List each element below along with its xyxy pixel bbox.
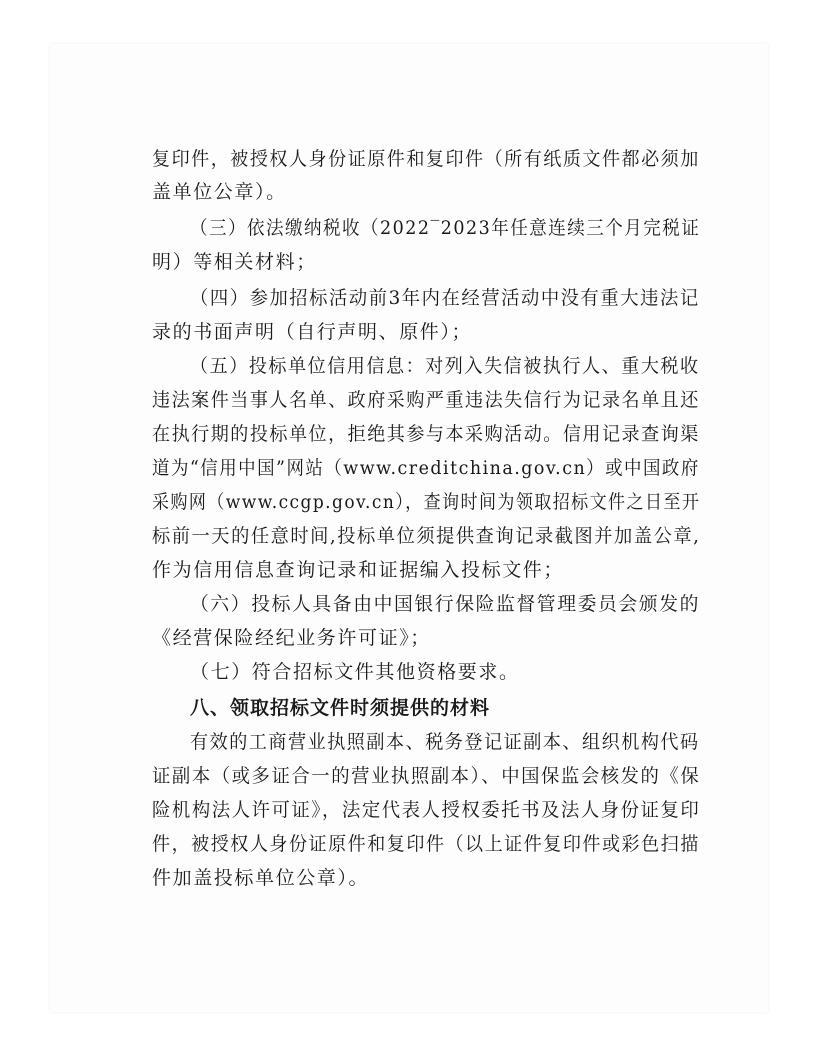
text-line-2: 盖单位公章）。: [152, 181, 287, 203]
text-line-20: 险机构法人许可证》，法定代表人授权委托书及法人身份证复印: [152, 799, 701, 821]
text-line-4: 明）等相关材料；: [152, 251, 317, 273]
section-heading-8: 八、领取招标文件时须提供的材料: [190, 697, 491, 719]
text-line-7: （五）投标单位信用信息：对列入失信被执行人、重大税收: [190, 355, 700, 377]
text-line-13: 作为信用信息查询记录和证据编入投标文件；: [152, 559, 565, 581]
text-line-11: 采购网（www.ccgp.gov.cn），查询时间为领取招标文件之日至开: [152, 491, 701, 513]
text-line-6: 录的书面声明（自行声明、原件）；: [152, 321, 473, 343]
text-line-9: 在执行期的投标单位，拒绝其参与本采购活动。信用记录查询渠: [152, 423, 700, 445]
text-line-21: 件，被授权人身份证原件和复印件（以上证件复印件或彩色扫描: [152, 833, 700, 855]
text-line-5: （四）参加招标活动前3年内在经营活动中没有重大违法记: [190, 287, 700, 309]
text-line-16: （七）符合招标文件其他资格要求。: [190, 661, 520, 683]
text-line-12: 标前一天的任意时间,投标单位须提供查询记录截图并加盖公章,: [152, 525, 701, 547]
text-line-10: 道为“信用中国”网站（www.creditchina.gov.cn）或中国政府: [152, 457, 700, 479]
text-line-22: 件加盖投标单位公章）。: [152, 867, 370, 889]
text-line-19: 证副本（或多证合一的营业执照副本）、中国保监会核发的《保: [152, 765, 701, 787]
text-line-8: 违法案件当事人名单、政府采购严重违法失信行为记录名单且还: [152, 389, 700, 411]
text-line-14: （六）投标人具备由中国银行保险监督管理委员会颁发的: [190, 593, 701, 615]
text-line-15: 《经营保险经纪业务许可证》；: [152, 627, 431, 649]
text-line-18: 有效的工商营业执照副本、税务登记证副本、组织机构代码: [190, 731, 700, 753]
text-line-1: 复印件，被授权人身份证原件和复印件（所有纸质文件都必须加: [152, 148, 700, 170]
text-line-3: （三）依法缴纳税收（2022‾2023年任意连续三个月完税证: [190, 217, 701, 239]
